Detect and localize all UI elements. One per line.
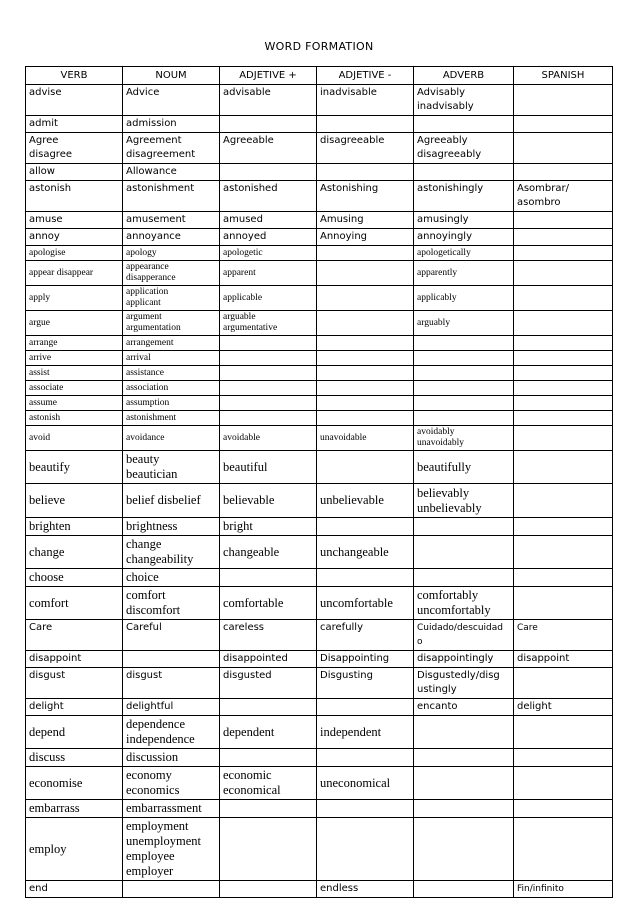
cell-adjetive-plus: astonished [220, 181, 317, 212]
header-adjetive-plus: ADJETIVE + [220, 67, 317, 85]
cell-adjetive-plus: disgusted [220, 668, 317, 699]
cell-spanish [514, 426, 613, 451]
cell-spanish [514, 800, 613, 818]
cell-adjetive-plus: apologetic [220, 246, 317, 261]
table-row [26, 587, 613, 620]
cell-adverb: applicably [414, 286, 514, 311]
cell-adjetive-plus: comfortable [220, 587, 317, 620]
cell-adverb [414, 881, 514, 898]
cell-verb: embarrass [26, 800, 123, 818]
cell-noum: Advice [123, 85, 220, 116]
table-header-row [26, 67, 613, 85]
cell-noum [123, 651, 220, 668]
table-row [26, 426, 613, 451]
cell-noum: assistance [123, 366, 220, 381]
cell-adverb: avoidably unavoidably [414, 426, 514, 451]
header-spanish: SPANISH [514, 67, 613, 85]
cell-noum: Careful [123, 620, 220, 651]
cell-verb: discuss [26, 749, 123, 767]
cell-adjetive-minus [317, 351, 414, 366]
cell-adjetive-minus [317, 518, 414, 536]
table-row [26, 246, 613, 261]
cell-adjetive-minus: inadvisable [317, 85, 414, 116]
cell-spanish [514, 587, 613, 620]
cell-adverb: annoyingly [414, 229, 514, 246]
cell-noum: application applicant [123, 286, 220, 311]
cell-noum: Agreement disagreement [123, 133, 220, 164]
table-row [26, 881, 613, 898]
cell-adverb [414, 536, 514, 569]
table-row [26, 716, 613, 749]
cell-spanish [514, 818, 613, 881]
cell-adjetive-plus: advisable [220, 85, 317, 116]
cell-noum: choice [123, 569, 220, 587]
cell-noum: discussion [123, 749, 220, 767]
cell-adverb [414, 381, 514, 396]
cell-noum: arrangement [123, 336, 220, 351]
cell-adverb: astonishingly [414, 181, 514, 212]
cell-adjetive-minus [317, 286, 414, 311]
table-row [26, 411, 613, 426]
table-row [26, 85, 613, 116]
cell-adjetive-plus [220, 411, 317, 426]
cell-noum: economy economics [123, 767, 220, 800]
cell-spanish [514, 351, 613, 366]
cell-spanish [514, 85, 613, 116]
cell-spanish [514, 484, 613, 518]
cell-adverb: Advisably inadvisably [414, 85, 514, 116]
cell-spanish [514, 767, 613, 800]
cell-adjetive-plus [220, 881, 317, 898]
cell-noum: association [123, 381, 220, 396]
cell-adjetive-plus [220, 569, 317, 587]
cell-spanish [514, 336, 613, 351]
cell-verb: apply [26, 286, 123, 311]
cell-verb: apologise [26, 246, 123, 261]
table-row [26, 699, 613, 716]
cell-spanish: disappoint [514, 651, 613, 668]
cell-adjetive-plus: economic economical [220, 767, 317, 800]
cell-spanish [514, 518, 613, 536]
cell-adverb [414, 749, 514, 767]
cell-adverb [414, 411, 514, 426]
cell-verb: astonish [26, 411, 123, 426]
cell-adjetive-minus [317, 818, 414, 881]
cell-adverb [414, 800, 514, 818]
cell-spanish [514, 246, 613, 261]
table-row [26, 164, 613, 181]
table-row [26, 133, 613, 164]
cell-verb: advise [26, 85, 123, 116]
cell-adjetive-plus: arguable argumentative [220, 311, 317, 336]
cell-noum: annoyance [123, 229, 220, 246]
cell-adjetive-minus [317, 336, 414, 351]
cell-noum [123, 881, 220, 898]
cell-adverb: encanto [414, 699, 514, 716]
table-row [26, 366, 613, 381]
cell-adjetive-plus [220, 749, 317, 767]
cell-adjetive-plus [220, 396, 317, 411]
cell-verb: astonish [26, 181, 123, 212]
cell-verb: assume [26, 396, 123, 411]
cell-adjetive-minus [317, 411, 414, 426]
cell-spanish [514, 451, 613, 484]
table-row [26, 767, 613, 800]
cell-noum: embarrassment [123, 800, 220, 818]
cell-adjetive-minus: independent [317, 716, 414, 749]
cell-adverb: Agreeably disagreeably [414, 133, 514, 164]
cell-spanish [514, 286, 613, 311]
cell-adjetive-minus: unbelievable [317, 484, 414, 518]
cell-noum: beauty beautician [123, 451, 220, 484]
cell-verb: admit [26, 116, 123, 133]
cell-verb: disgust [26, 668, 123, 699]
cell-spanish: Asombrar/ asombro [514, 181, 613, 212]
cell-adjetive-minus: uncomfortable [317, 587, 414, 620]
table-row [26, 286, 613, 311]
cell-noum: dependence independence [123, 716, 220, 749]
cell-noum: delightful [123, 699, 220, 716]
cell-adverb [414, 164, 514, 181]
cell-spanish [514, 411, 613, 426]
cell-verb: avoid [26, 426, 123, 451]
cell-spanish [514, 569, 613, 587]
page-title: WORD FORMATION [264, 40, 374, 53]
cell-adjetive-plus: believable [220, 484, 317, 518]
cell-adjetive-plus: apparent [220, 261, 317, 286]
cell-adjetive-minus [317, 164, 414, 181]
cell-adjetive-plus [220, 336, 317, 351]
cell-adverb [414, 366, 514, 381]
table-row [26, 336, 613, 351]
cell-adjetive-minus: Disgusting [317, 668, 414, 699]
cell-adjetive-minus: Annoying [317, 229, 414, 246]
table-row [26, 518, 613, 536]
cell-noum: employment unemployment employee employer [123, 818, 220, 881]
cell-noum: belief disbelief [123, 484, 220, 518]
cell-adjetive-minus [317, 569, 414, 587]
cell-adjetive-plus: amused [220, 212, 317, 229]
cell-adverb: apologetically [414, 246, 514, 261]
cell-spanish: delight [514, 699, 613, 716]
table-row [26, 261, 613, 286]
cell-adjetive-minus: endless [317, 881, 414, 898]
cell-adjetive-plus: Agreeable [220, 133, 317, 164]
cell-noum: change changeability [123, 536, 220, 569]
cell-spanish: Fin/infinito [514, 881, 613, 898]
cell-adjetive-plus [220, 164, 317, 181]
table-row [26, 381, 613, 396]
cell-adverb: Disgustedly/disg ustingly [414, 668, 514, 699]
cell-verb: beautify [26, 451, 123, 484]
cell-verb: appear disappear [26, 261, 123, 286]
cell-verb: Agree disagree [26, 133, 123, 164]
cell-adjetive-minus [317, 366, 414, 381]
table-row [26, 181, 613, 212]
table-row [26, 536, 613, 569]
cell-noum: disgust [123, 668, 220, 699]
cell-adjetive-minus: uneconomical [317, 767, 414, 800]
cell-noum: Allowance [123, 164, 220, 181]
cell-adjetive-minus [317, 261, 414, 286]
table-row [26, 668, 613, 699]
cell-adjetive-plus [220, 116, 317, 133]
cell-spanish [514, 311, 613, 336]
cell-verb: employ [26, 818, 123, 881]
cell-spanish [514, 164, 613, 181]
cell-noum: argument argumentation [123, 311, 220, 336]
cell-adverb: believably unbelievably [414, 484, 514, 518]
header-adjetive-minus: ADJETIVE - [317, 67, 414, 85]
cell-verb: associate [26, 381, 123, 396]
cell-verb: choose [26, 569, 123, 587]
table-row [26, 651, 613, 668]
table-row [26, 396, 613, 411]
cell-adjetive-minus: disagreeable [317, 133, 414, 164]
cell-adjetive-plus [220, 351, 317, 366]
cell-adverb [414, 351, 514, 366]
header-adverb: ADVERB [414, 67, 514, 85]
cell-verb: arrive [26, 351, 123, 366]
cell-adverb: amusingly [414, 212, 514, 229]
cell-adjetive-plus: disappointed [220, 651, 317, 668]
cell-adjetive-plus: changeable [220, 536, 317, 569]
cell-spanish [514, 536, 613, 569]
cell-adjetive-minus [317, 116, 414, 133]
cell-noum: admission [123, 116, 220, 133]
cell-adjetive-plus [220, 366, 317, 381]
cell-adjetive-minus: unchangeable [317, 536, 414, 569]
cell-noum: astonishment [123, 411, 220, 426]
cell-adverb [414, 116, 514, 133]
cell-verb: Care [26, 620, 123, 651]
cell-verb: disappoint [26, 651, 123, 668]
cell-adverb [414, 818, 514, 881]
cell-adverb [414, 396, 514, 411]
cell-adjetive-plus: dependent [220, 716, 317, 749]
cell-noum: amusement [123, 212, 220, 229]
cell-adjetive-minus [317, 699, 414, 716]
cell-adverb [414, 336, 514, 351]
cell-adverb: comfortably uncomfortably [414, 587, 514, 620]
cell-verb: change [26, 536, 123, 569]
cell-adjetive-plus: bright [220, 518, 317, 536]
cell-adjetive-plus [220, 800, 317, 818]
cell-noum: assumption [123, 396, 220, 411]
table-row [26, 800, 613, 818]
cell-spanish [514, 366, 613, 381]
cell-adjetive-plus [220, 699, 317, 716]
cell-noum: arrival [123, 351, 220, 366]
table-row [26, 212, 613, 229]
cell-adjetive-minus [317, 800, 414, 818]
cell-spanish [514, 749, 613, 767]
cell-spanish [514, 229, 613, 246]
cell-verb: allow [26, 164, 123, 181]
cell-noum: astonishment [123, 181, 220, 212]
cell-spanish [514, 381, 613, 396]
cell-spanish [514, 212, 613, 229]
cell-noum: appearance disapperance [123, 261, 220, 286]
cell-adjetive-minus: carefully [317, 620, 414, 651]
cell-adjetive-plus: annoyed [220, 229, 317, 246]
cell-adverb: apparently [414, 261, 514, 286]
cell-noum: comfort discomfort [123, 587, 220, 620]
cell-adverb [414, 767, 514, 800]
table-row [26, 229, 613, 246]
cell-adjetive-minus [317, 749, 414, 767]
cell-adjetive-plus: beautiful [220, 451, 317, 484]
cell-adjetive-plus: careless [220, 620, 317, 651]
table-row [26, 116, 613, 133]
cell-spanish [514, 716, 613, 749]
table-row [26, 749, 613, 767]
cell-noum: brightness [123, 518, 220, 536]
cell-verb: delight [26, 699, 123, 716]
table-body [26, 85, 613, 898]
cell-adjetive-plus [220, 381, 317, 396]
table-row [26, 351, 613, 366]
cell-verb: comfort [26, 587, 123, 620]
cell-noum: apology [123, 246, 220, 261]
cell-verb: brighten [26, 518, 123, 536]
cell-adverb: arguably [414, 311, 514, 336]
cell-spanish [514, 396, 613, 411]
table-row [26, 818, 613, 881]
table-row [26, 311, 613, 336]
cell-adjetive-minus [317, 246, 414, 261]
cell-adjetive-minus [317, 311, 414, 336]
cell-adjetive-minus [317, 451, 414, 484]
table-row [26, 620, 613, 651]
cell-adjetive-minus: Astonishing [317, 181, 414, 212]
table-row [26, 451, 613, 484]
cell-spanish [514, 116, 613, 133]
cell-verb: annoy [26, 229, 123, 246]
cell-spanish [514, 261, 613, 286]
cell-adverb [414, 716, 514, 749]
cell-adjetive-plus [220, 818, 317, 881]
cell-adverb: beautifully [414, 451, 514, 484]
header-verb: VERB [26, 67, 123, 85]
cell-noum: avoidance [123, 426, 220, 451]
cell-spanish [514, 133, 613, 164]
cell-adjetive-minus: unavoidable [317, 426, 414, 451]
table-row [26, 484, 613, 518]
cell-adverb [414, 569, 514, 587]
cell-verb: depend [26, 716, 123, 749]
cell-adjetive-plus: avoidable [220, 426, 317, 451]
cell-verb: assist [26, 366, 123, 381]
word-formation-table [25, 66, 613, 898]
cell-spanish [514, 668, 613, 699]
cell-adjetive-minus [317, 396, 414, 411]
cell-adjetive-minus: Amusing [317, 212, 414, 229]
cell-spanish: Care [514, 620, 613, 651]
cell-adjetive-plus: applicable [220, 286, 317, 311]
cell-adverb: disappointingly [414, 651, 514, 668]
cell-adverb: Cuidado/descuidad o [414, 620, 514, 651]
cell-adjetive-minus [317, 381, 414, 396]
cell-verb: end [26, 881, 123, 898]
cell-verb: amuse [26, 212, 123, 229]
cell-verb: economise [26, 767, 123, 800]
cell-verb: argue [26, 311, 123, 336]
cell-verb: arrange [26, 336, 123, 351]
cell-adjetive-minus: Disappointing [317, 651, 414, 668]
table-row [26, 569, 613, 587]
header-noum: NOUM [123, 67, 220, 85]
cell-adverb [414, 518, 514, 536]
cell-verb: believe [26, 484, 123, 518]
